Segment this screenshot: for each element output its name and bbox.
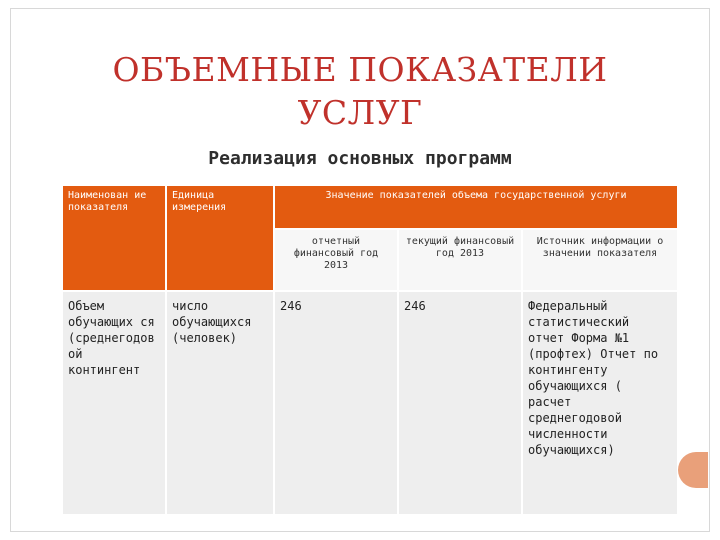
header-unit: Единица измерения [166,185,274,291]
page-accent-marker [678,452,708,488]
cell-source: Федеральный статистический отчет Форма №1 (профтех) Отчет по контингенту обучающихся ( расчет среднегодовой численности обучающихся) [522,291,678,515]
cell-indicator-name: Объем обучающих ся (среднегодов ой контингент [62,291,166,515]
header-indicator-name: Наименован ие показателя [62,185,166,291]
header-source: Источник информации о значении показателя [522,229,678,291]
slide-title [40,48,680,134]
slide-subtitle: Реализация основных программ [208,148,512,169]
header-reporting-year: отчетный финансовый год 2013 [274,229,398,291]
indicators-table [61,184,679,516]
table-row [62,291,678,515]
cell-current-value: 246 [398,291,522,515]
header-value-group: Значение показателей объема государственной услуги [274,185,678,229]
header-current-year: текущий финансовый год 2013 [398,229,522,291]
slide-title-line2: УСЛУГ [297,93,423,132]
slide-title-line1: ОБЪЕМНЫЕ ПОКАЗАТЕЛИ [112,50,608,89]
cell-unit: число обучающихся (человек) [166,291,274,515]
cell-reporting-value: 246 [274,291,398,515]
